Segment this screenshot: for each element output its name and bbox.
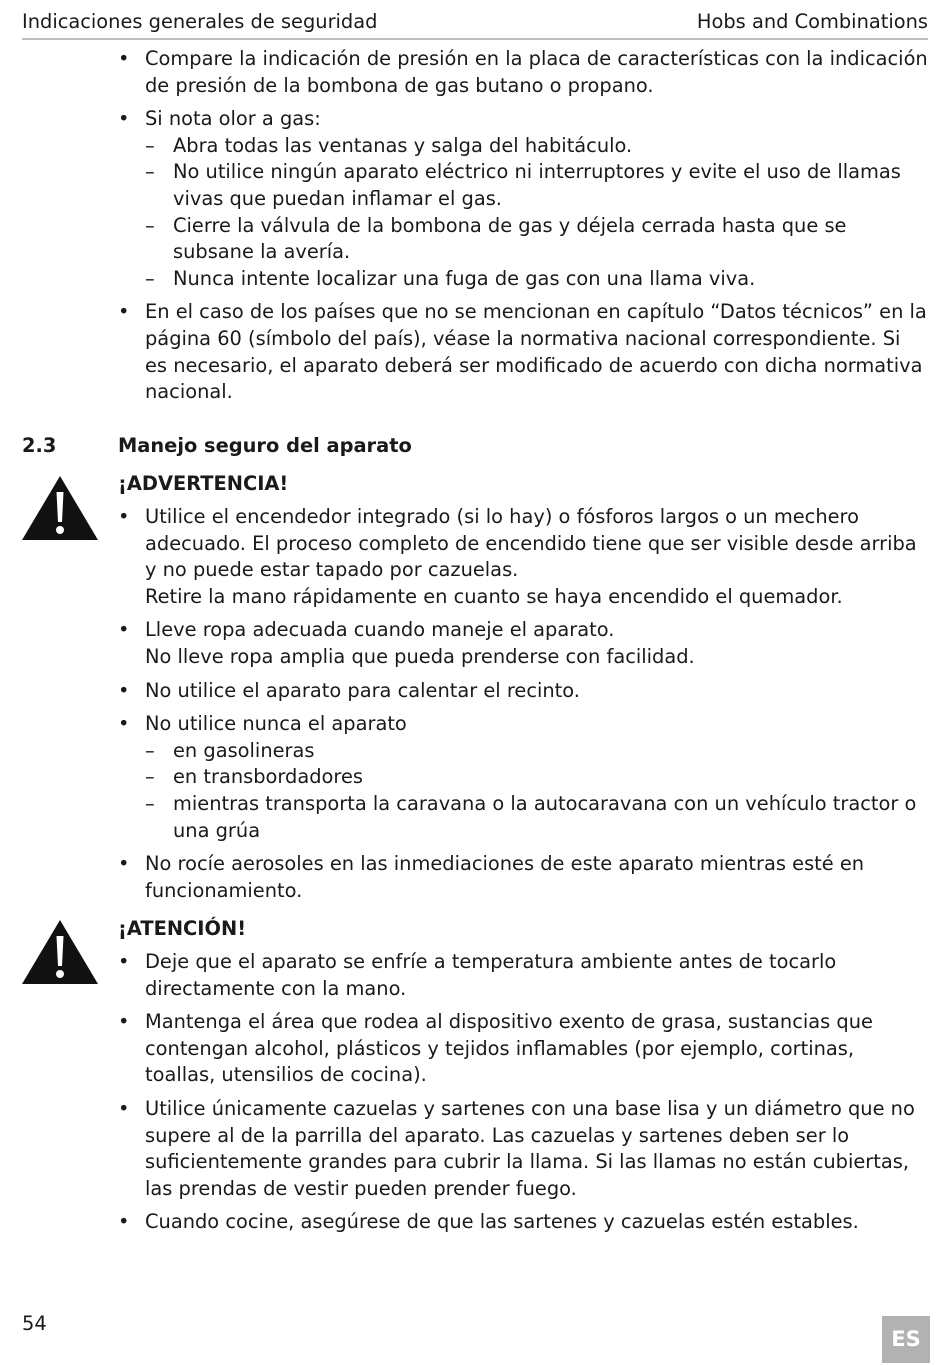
list-item: • Si nota olor a gas: – Abra todas las ventanas y salga del habitáculo. – No utilice ningún aparato eléctrico ni interruptores y evite el uso de llamas vivas que puedan inflamar el gas. – Cierre la válvula de la bombona de gas y déjela cerrada hasta que se subsane la avería. – Nunca intente localizar una fuga de gas con una llama viva. [118, 106, 928, 292]
page-header [22, 9, 928, 40]
list-item: • Cuando cocine, asegúrese de que las sartenes y cazuelas estén estables. [118, 1209, 928, 1236]
language-badge: ES [882, 1316, 930, 1363]
list-item: • No utilice nunca el aparato – en gasolineras – en transbordadores – mientras transporta la caravana o la autocaravana con un vehículo tractor o una grúa [118, 711, 928, 844]
gas-safety-list [118, 46, 928, 406]
list-item: • En el caso de los países que no se mencionan en capítulo “Datos técnicos” en la página 60 (símbolo del país), véase la normativa nacional correspondiente. Si es necesario, el aparato deberá ser modificado de acuerdo con dicha normativa nacional. [118, 299, 928, 405]
page-number: 54 [22, 1312, 47, 1335]
caution-list [118, 949, 928, 1236]
warning-triangle-icon [21, 475, 99, 541]
sublist-item: – Nunca intente localizar una fuga de gas con una llama viva. [145, 266, 928, 293]
list-item: • Compare la indicación de presión en la placa de características con la indicación de presión de la bombona de gas butano o propano. [118, 46, 928, 99]
caution-title: ¡ATENCIÓN! [118, 917, 247, 940]
warning-title: ¡ADVERTENCIA! [118, 472, 289, 495]
caution-block [118, 915, 928, 1243]
list-item: • Utilice únicamente cazuelas y sartenes con una base lisa y un diámetro que no supere al de la parrilla del aparato. Las cazuelas y sartenes deben ser lo suficientemente grandes para cubrir la llama. Si las llamas no están cubiertas, las prendas de vestir pueden prender fuego. [118, 1096, 928, 1202]
sublist-item: – mientras transporta la caravana o la autocaravana con un vehículo tractor o una grúa [145, 791, 928, 844]
sublist-item: – en gasolineras [145, 738, 928, 765]
sublist-item: – en transbordadores [145, 764, 928, 791]
section-title: Manejo seguro del aparato [118, 434, 412, 457]
list-item: • Mantenga el área que rodea al dispositivo exento de grasa, sustancias que contengan alcohol, plásticos y tejidos inflamables (por ejemplo, cortinas, toallas, utensilios de cocina). [118, 1009, 928, 1089]
section-number: 2.3 [22, 434, 57, 457]
header-chapter-title: Indicaciones generales de seguridad [22, 10, 378, 33]
list-item: • No rocíe aerosoles en las inmediaciones de este aparato mientras esté en funcionamiento. [118, 851, 928, 904]
warning-triangle-icon [21, 919, 99, 985]
sublist-item: – Abra todas las ventanas y salga del habitáculo. [145, 133, 928, 160]
never-use-sublist [145, 738, 928, 844]
sublist-item: – No utilice ningún aparato eléctrico ni interruptores y evite el uso de llamas vivas que puedan inflamar el gas. [145, 159, 928, 212]
warning-list [118, 504, 928, 904]
gas-smell-sublist [145, 133, 928, 293]
list-item: • Utilice el encendedor integrado (si lo hay) o fósforos largos o un mechero adecuado. El proceso completo de encendido tiene que ser visible desde arriba y no puede estar tapado por cazuelas. Retire la mano rápidamente en cuanto se haya encendido el quemador. [118, 504, 928, 610]
list-item: • No utilice el aparato para calentar el recinto. [118, 678, 928, 705]
gas-safety-list-block [118, 46, 928, 413]
warning-block [118, 470, 928, 911]
sublist-item: – Cierre la válvula de la bombona de gas y déjela cerrada hasta que se subsane la avería. [145, 213, 928, 266]
header-product-title: Hobs and Combinations [696, 10, 928, 33]
list-item: • Deje que el aparato se enfríe a temperatura ambiente antes de tocarlo directamente con la mano. [118, 949, 928, 1002]
list-item: • Lleve ropa adecuada cuando maneje el aparato. No lleve ropa amplia que pueda prenderse con facilidad. [118, 617, 928, 670]
